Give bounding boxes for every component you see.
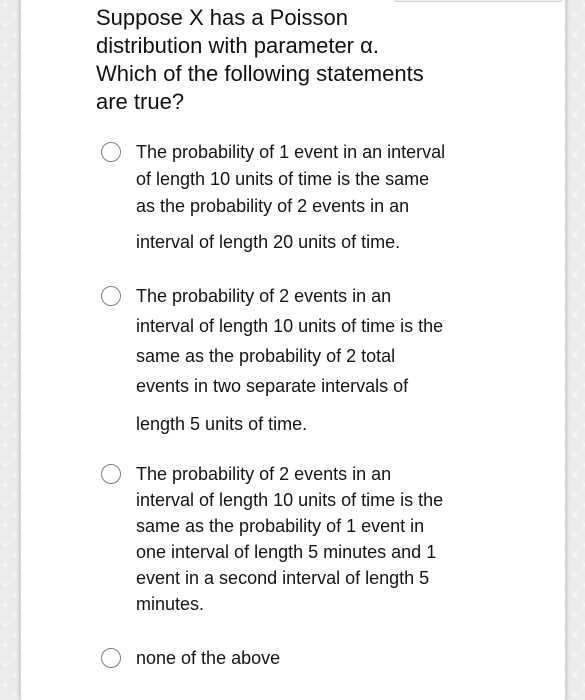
option-text-line: interval of length 10 units of time is the bbox=[136, 316, 444, 336]
radio-button-d[interactable] bbox=[101, 648, 121, 668]
option-text-line: as the probability of 2 events in an bbox=[136, 196, 410, 216]
option-text-line: The probability of 2 events in an bbox=[136, 464, 392, 484]
question-line: are true? bbox=[96, 89, 185, 114]
option-text-line: minutes. bbox=[136, 594, 205, 614]
option-text-line: events in two separate intervals of bbox=[136, 376, 409, 396]
option-text-line: interval of length 20 units of time. bbox=[136, 232, 401, 252]
question-card bbox=[20, 0, 566, 700]
answer-option-b-text[interactable] bbox=[136, 285, 496, 443]
option-text-line: length 5 units of time. bbox=[136, 414, 308, 434]
option-text-line: event in a second interval of length 5 bbox=[136, 568, 430, 588]
option-text-line: The probability of 2 events in an bbox=[136, 286, 392, 306]
radio-button-c[interactable] bbox=[101, 464, 121, 484]
top-tab bbox=[393, 0, 563, 2]
option-text-line: one interval of length 5 minutes and 1 bbox=[136, 542, 437, 562]
radio-button-a[interactable] bbox=[101, 142, 121, 162]
option-text-line: The probability of 1 event in an interval bbox=[136, 142, 446, 162]
option-text-line: same as the probability of 2 total bbox=[136, 346, 396, 366]
question-line: distribution with parameter α. bbox=[96, 33, 379, 58]
question-text bbox=[96, 4, 496, 116]
question-line: Which of the following statements bbox=[96, 61, 424, 86]
option-text-line: interval of length 10 units of time is the bbox=[136, 490, 444, 510]
answer-option-d-text[interactable] bbox=[136, 647, 496, 673]
radio-button-b[interactable] bbox=[101, 286, 121, 306]
option-text-line: none of the above bbox=[136, 648, 281, 668]
answer-option-c-text[interactable] bbox=[136, 463, 496, 619]
option-text-line: same as the probability of 1 event in bbox=[136, 516, 425, 536]
option-text-line: of length 10 units of time is the same bbox=[136, 169, 430, 189]
answer-option-a-text[interactable] bbox=[136, 141, 496, 258]
question-line: Suppose X has a Poisson bbox=[96, 5, 348, 30]
